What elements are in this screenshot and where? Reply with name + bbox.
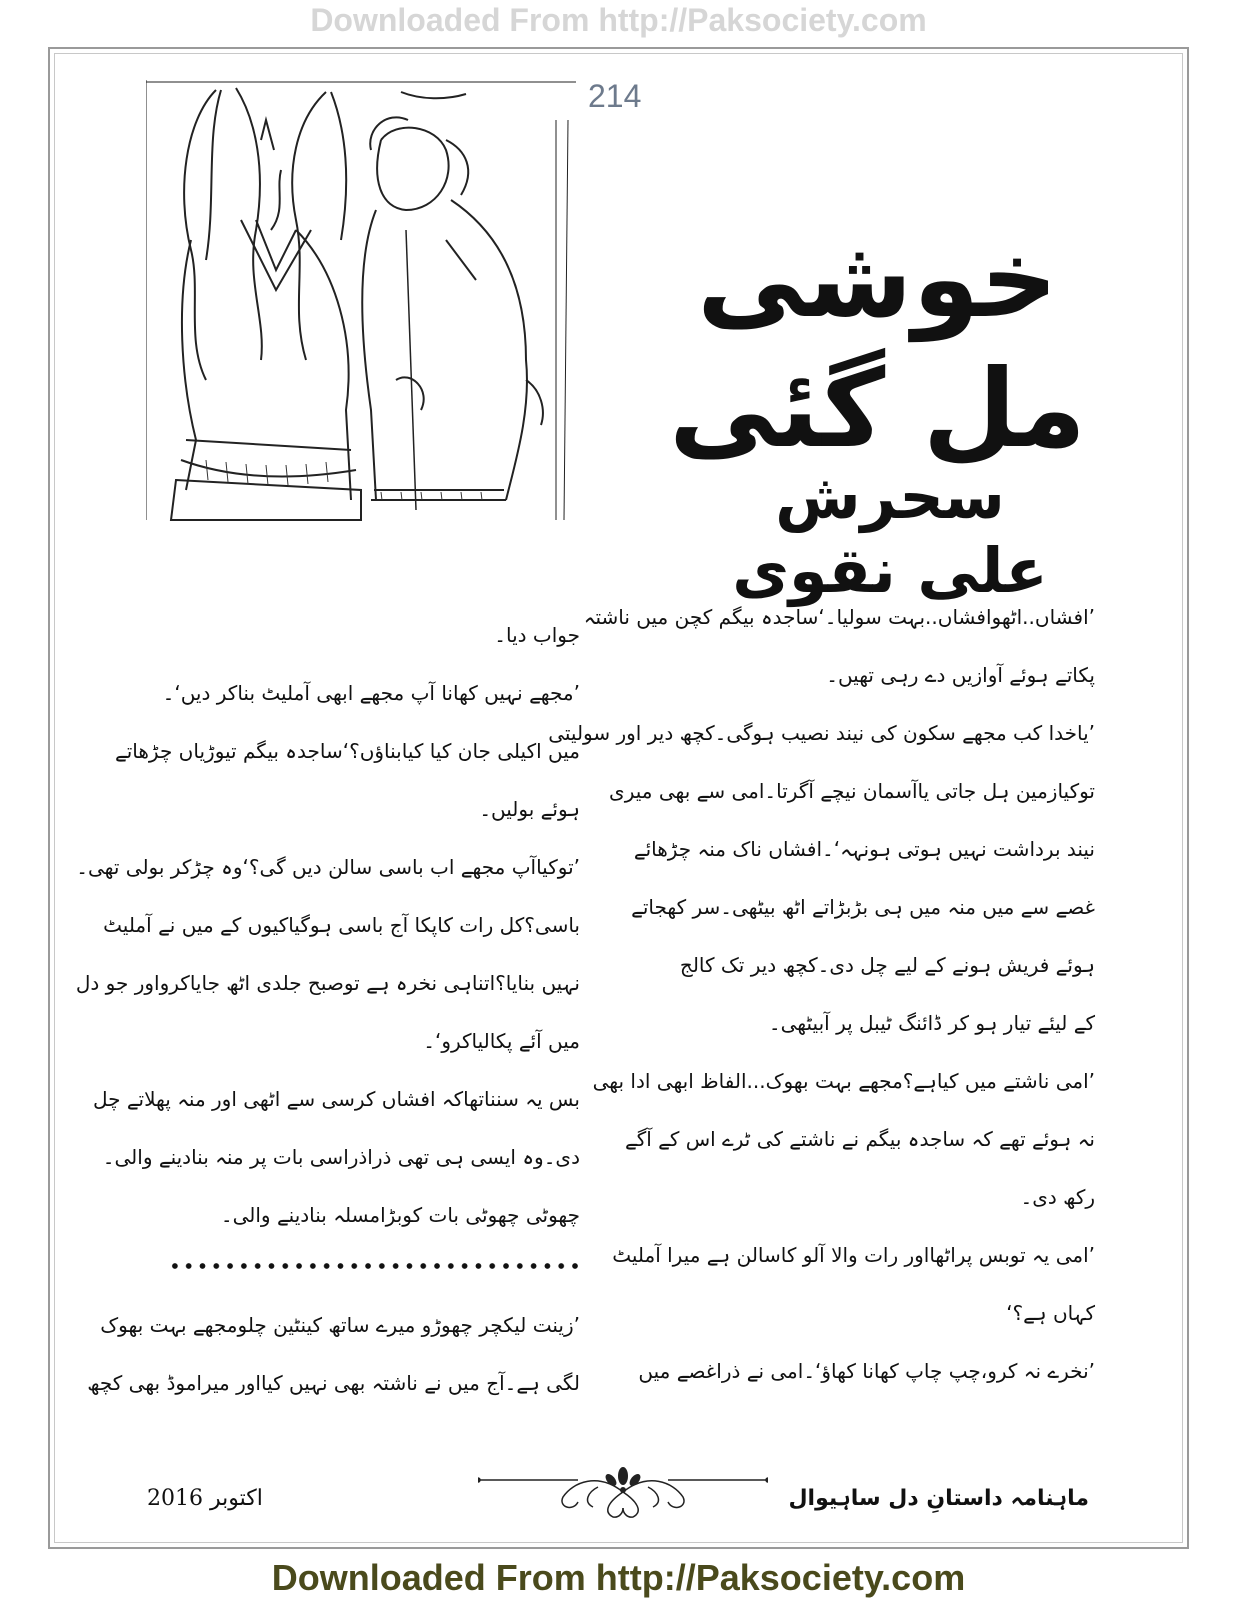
paragraph-line: نیند برداشت نہیں ہوتی ہونہہ‘۔افشاں ناک منہ چڑھائے [633,837,1095,861]
watermark-bottom: Downloaded From http://Paksociety.com [271,1557,966,1598]
paragraph-line: میں آئے پکالیاکرو‘۔ [423,1029,580,1053]
story-title: خوشی مل گئی [668,217,1087,472]
dotted-section-divider [168,1260,583,1272]
footer-date: اکتوبر 2016 [147,1486,263,1511]
paragraph-line: ’توکیاآپ مجھے اب باسی سالن دیں گی؟‘وہ چڑکر بولی تھی۔ [76,855,580,879]
paragraph-line: باسی؟کل رات کاپکا آج باسی ہوگیاکیوں کے میں نے آملیٹ [103,913,580,937]
flourish-ornament-icon [478,1462,768,1522]
paragraph-line: جواب دیا۔ [494,623,580,647]
paragraph-line: چھوٹی چھوٹی بات کوبڑامسلہ بنادینے والی۔ [220,1203,580,1227]
paragraph-line: ’مجھے نہیں کھانا آپ مجھے ابھی آملیٹ بناکر دیں‘۔ [162,681,580,705]
paragraph-line: نہیں بنایا؟اتناہی نخرہ ہے توصبح جلدی اٹھ جایاکرواور جو دل [75,971,580,995]
couple-sketch-illustration [146,80,576,528]
paragraph-line: بس یہ سنناتھاکہ افشاں کرسی سے اٹھی اور منہ پھلاتے چل [92,1087,580,1111]
paragraph-line: کے لیئے تیار ہو کر ڈائنگ ٹیبل پر آبیٹھی۔ [768,1011,1095,1035]
paragraph-line: نہ ہوئے تھے کہ ساجدہ بیگم نے ناشتے کی ٹرے اس کے آگے [624,1127,1095,1151]
left-text-column-top [75,606,580,1244]
footer-magazine-name: ماہنامہ داستانِ دل ساہیوال [788,1486,1089,1511]
paragraph-line: میں اکیلی جان کیا کیابناؤں؟‘ساجدہ بیگم تیوڑیاں چڑھاتے [115,739,580,763]
paragraph-line: ’زینت لیکچر چھوڑو میرے ساتھ کینٹین چلومجھے بہت بھوک [100,1313,580,1337]
paragraph-line: ’یاخدا کب مجھے سکون کی نیند نصیب ہوگی۔کچھ دیر اور سولیتی [548,721,1095,745]
paragraph-line: ’امی ناشتے میں کیاہے؟مجھے بہت بھوک...الفاظ ابھی ادا بھی [592,1069,1095,1093]
left-text-column-bottom [87,1296,580,1412]
paragraph-line: غصے سے میں منہ میں ہی بڑبڑاتے اٹھ بیٹھی۔سر کھجاتے [631,895,1095,919]
author-name: سحرش علی نقوی [732,460,1048,608]
paragraph-line: ہوئے فریش ہونے کے لیے چل دی۔کچھ دیر تک کالج [679,953,1095,977]
paragraph-line: توکیازمین ہل جاتی یاآسمان نیچے آگرتا۔امی سے بھی میری [609,779,1095,803]
paragraph-line: لگی ہے۔آج میں نے ناشتہ بھی نہیں کیااور میراموڈ بھی کچھ [87,1371,580,1395]
watermark-top: Downloaded From http://Paksociety.com [310,2,927,38]
paragraph-line: ’امی یہ توبس پراٹھااور رات والا آلو کاسالن ہے میرا آملیٹ [612,1243,1095,1267]
right-text-column [548,588,1095,1400]
paragraph-line: پکاتے ہوئے آوازیں دے رہی تھیں۔ [826,663,1095,687]
page-number: 214 [588,78,642,114]
paragraph-line: رکھ دی۔ [1020,1185,1095,1209]
paragraph-line: ’نخرے نہ کرو،چپ چاپ کھانا کھاؤ‘۔امی نے ذراغصے میں [638,1359,1095,1383]
paragraph-line: دی۔وہ ایسی ہی تھی ذراذراسی بات پر منہ بنادینے والی۔ [102,1145,580,1169]
paragraph-line: ہوئے بولیں۔ [479,797,580,821]
paragraph-line: کہاں ہے؟‘ [1006,1301,1095,1325]
paragraph-line: ’افشاں..اٹھوافشاں..بہت سولیا۔‘ساجدہ بیگم کچن میں ناشتہ [583,605,1095,629]
